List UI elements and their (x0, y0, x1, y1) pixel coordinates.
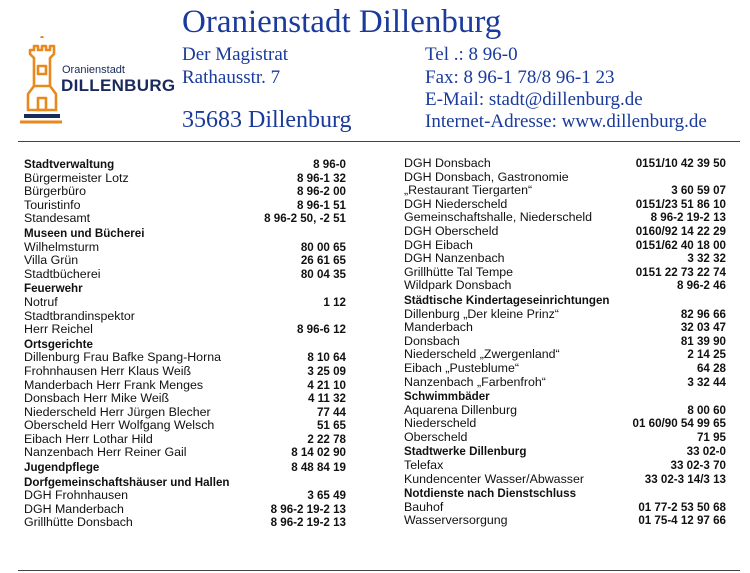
entry-label: Herr Reichel (24, 322, 93, 337)
section-heading (404, 487, 726, 501)
tel-text: Tel .: 8 96-0 (425, 44, 518, 65)
entry-label: Donsbach Herr Mike Weiß (24, 391, 170, 406)
entry-label: Touristinfo (24, 197, 81, 212)
entry-label: DGH Frohnhausen (24, 488, 128, 503)
directory-entry (404, 211, 726, 225)
entry-label: Gemeinschaftshalle, Niederscheld (404, 210, 593, 225)
logo-line2: DILLENBURG (61, 76, 176, 95)
entry-label: Villa Grün (24, 253, 79, 268)
directory-entry (404, 514, 726, 528)
directory-entry (24, 296, 346, 310)
street-text: Rathausstr. 7 (182, 67, 281, 88)
entry-phone: 3 60 59 07 (671, 184, 726, 198)
section-heading (24, 227, 346, 241)
entry-label: Eibach „Pusteblume“ (404, 360, 520, 375)
entry-label: Niederscheld (404, 416, 477, 431)
directory-entry (24, 323, 346, 337)
entry-label: „Restaurant Tiergarten“ (404, 183, 533, 198)
directory-entry (404, 348, 726, 362)
entry-phone: 8 10 64 (307, 351, 346, 365)
directory-entry (404, 198, 726, 212)
entry-label: Bürgermeister Lotz (24, 170, 129, 185)
directory-entry (24, 406, 346, 420)
entry-phone: 26 61 65 (300, 254, 346, 268)
directory-entry (24, 254, 346, 268)
entry-phone: 2 22 78 (307, 432, 346, 446)
directory-entry (404, 184, 726, 198)
section-heading (404, 390, 726, 404)
entry-label: DGH Manderbach (24, 501, 124, 516)
entry-label: Museen und Bücherei (24, 226, 145, 240)
directory-entry (404, 225, 726, 239)
entry-phone: 2 14 25 (687, 348, 726, 362)
entry-phone: 0160/92 14 22 29 (635, 224, 726, 238)
entry-phone: 3 65 49 (307, 489, 346, 503)
directory-entry (404, 239, 726, 253)
entry-label: Stadtverwaltung (24, 158, 115, 171)
entry-phone: 8 14 02 90 (291, 446, 346, 460)
entry-label: Nanzenbach „Farbenfroh“ (404, 374, 546, 389)
entry-phone: 64 28 (696, 361, 726, 375)
entry-label: Bauhof (404, 499, 444, 514)
email-link[interactable]: E-Mail: stadt@dillenburg.de (425, 89, 643, 110)
entry-phone: 3 25 09 (307, 364, 346, 378)
entry-phone: 80 00 65 (300, 240, 346, 254)
directory-entry (24, 365, 346, 379)
directory-entry (24, 503, 346, 517)
entry-phone: 33 02-0 (686, 445, 726, 459)
entry-label: DGH Donsbach (404, 156, 491, 170)
section-heading (404, 294, 726, 308)
entry-label: Telefax (404, 458, 444, 473)
entry-label: Oberscheld Herr Wolfgang Welsch (24, 418, 215, 433)
entry-phone: 01 77-2 53 50 68 (638, 500, 726, 514)
directory-entry (24, 433, 346, 447)
entry-phone: 8 96-2 00 (297, 185, 346, 199)
entry-label: Notdienste nach Dienstschluss (404, 487, 577, 501)
entry-label: Stadtwerke Dillenburg (404, 445, 527, 459)
entry-phone: 3 32 44 (687, 375, 726, 389)
entry-label: DGH Nanzenbach (404, 251, 505, 266)
entry-label: DGH Donsbach, Gastronomie (404, 169, 569, 184)
directory-entry (24, 310, 346, 324)
entry-label: Manderbach Herr Frank Menges (24, 377, 204, 392)
directory-entry (24, 516, 346, 530)
directory-entry (404, 321, 726, 335)
directory-entry (404, 266, 726, 280)
entry-phone: 8 48 84 19 (291, 461, 346, 475)
directory-entry (404, 308, 726, 322)
entry-phone: 3 32 32 (687, 252, 726, 266)
entry-phone: 4 21 10 (307, 378, 346, 392)
directory-entry (404, 362, 726, 376)
directory-entry (404, 404, 726, 418)
internet-link[interactable]: Internet-Adresse: www.dillenburg.de (425, 111, 707, 132)
directory-entry (404, 335, 726, 349)
directory-entry (24, 212, 346, 226)
entry-label: Donsbach (404, 333, 460, 348)
entry-phone: 8 96-1 32 (297, 171, 346, 185)
entry-phone: 0151/62 40 18 00 (635, 238, 726, 252)
directory-entry (404, 459, 726, 473)
entry-phone: 8 96-2 50, -2 51 (264, 212, 346, 226)
directory-entry (24, 351, 346, 365)
entry-label: DGH Niederscheld (404, 196, 508, 211)
entry-phone: 8 96-0 (313, 158, 346, 171)
fax-text: Fax: 8 96-1 78/8 96-1 23 (425, 67, 615, 88)
logo-line1: Oranienstadt (62, 64, 125, 76)
section-heading (24, 338, 346, 352)
entry-phone: 01 60/90 54 99 65 (632, 417, 726, 431)
directory-entry (24, 241, 346, 255)
entry-phone: 8 96-2 19-2 13 (270, 516, 346, 530)
section-heading (24, 461, 346, 475)
entry-phone: 71 95 (696, 430, 726, 444)
entry-label: Stadtbrandinspektor (24, 308, 135, 323)
entry-label: Frohnhausen Herr Klaus Weiß (24, 363, 192, 378)
entry-phone: 8 96-1 51 (297, 198, 346, 212)
entry-phone: 8 00 60 (687, 403, 726, 417)
entry-label: Niederscheld „Zwergenland“ (404, 347, 560, 362)
directory-entry (404, 279, 726, 293)
top-divider (18, 141, 740, 142)
directory-entry (404, 473, 726, 487)
entry-label: Feuerwehr (24, 282, 83, 296)
entry-phone: 8 96-2 46 (677, 279, 726, 293)
entry-phone: 77 44 (316, 405, 346, 419)
directory-entry (24, 172, 346, 186)
directory-entry (24, 379, 346, 393)
entry-label: Standesamt (24, 211, 91, 226)
entry-phone: 80 04 35 (300, 267, 346, 281)
entry-phone: 82 96 66 (680, 307, 726, 321)
section-heading (24, 282, 346, 296)
entry-phone: 4 11 32 (307, 392, 346, 406)
directory-entry (24, 268, 346, 282)
entry-phone: 8 96-2 19-2 13 (650, 211, 726, 225)
entry-label: Jugendpflege (24, 461, 100, 475)
section-heading (24, 158, 346, 172)
entry-label: Aquarena Dillenburg (404, 402, 517, 417)
entry-label: Manderbach (404, 320, 473, 335)
directory-entry (24, 185, 346, 199)
directory-entry (404, 157, 726, 171)
entry-label: Kundencenter Wasser/Abwasser (404, 471, 584, 486)
entry-label: Notruf (24, 294, 58, 309)
bottom-divider (18, 570, 740, 571)
entry-label: Bürgerbüro (24, 184, 86, 199)
entry-label: Niederscheld Herr Jürgen Blecher (24, 404, 211, 419)
entry-label: Dillenburg Frau Bafke Spang-Horna (24, 350, 221, 365)
entry-label: Grillhütte Tal Tempe (404, 264, 514, 279)
entry-label: DGH Oberscheld (404, 223, 499, 238)
entry-phone: 0151/10 42 39 50 (635, 157, 726, 170)
directory-entry (24, 446, 346, 460)
entry-label: Wildpark Donsbach (404, 278, 512, 293)
directory-entry (404, 431, 726, 445)
entry-label: Städtische Kindertageseinrichtungen (404, 293, 610, 307)
entry-label: Grillhütte Donsbach (24, 515, 133, 530)
entry-label: Eibach Herr Lothar Hild (24, 431, 153, 446)
entry-phone: 1 12 (323, 295, 346, 309)
left-directory-column (24, 157, 346, 530)
entry-label: Schwimmbäder (404, 390, 490, 404)
directory-entry (404, 501, 726, 515)
right-directory-column (404, 157, 726, 528)
directory-entry (24, 199, 346, 213)
entry-phone: 32 03 47 (680, 321, 726, 335)
entry-phone: 33 02-3 14/3 13 (644, 472, 726, 486)
entry-phone: 81 39 90 (680, 334, 726, 348)
entry-label: Oberscheld (404, 429, 468, 444)
entry-phone: 0151 22 73 22 74 (635, 265, 726, 279)
entry-label: Dillenburg „Der kleine Prinz“ (404, 306, 559, 321)
entry-label: Stadtbücherei (24, 266, 101, 281)
entry-label: Ortsgerichte (24, 337, 93, 351)
entry-label: Dorfgemeinschaftshäuser und Hallen (24, 475, 230, 489)
entry-label: Nanzenbach Herr Reiner Gail (24, 445, 187, 460)
directory-entry (404, 376, 726, 390)
directory-entry (404, 252, 726, 266)
directory-entry (24, 419, 346, 433)
directory-entry (404, 171, 726, 185)
directory-entry (24, 392, 346, 406)
entry-phone: 8 96-6 12 (297, 323, 346, 337)
entry-phone: 01 75-4 12 97 66 (638, 514, 726, 528)
entry-phone: 33 02-3 70 (670, 459, 726, 473)
directory-entry (24, 489, 346, 503)
page-title: Oranienstadt Dillenburg (182, 4, 502, 40)
section-heading (404, 445, 726, 459)
entry-phone: 0151/23 51 86 10 (635, 197, 726, 211)
entry-phone: 51 65 (316, 419, 346, 433)
entry-phone: 8 96-2 19-2 13 (270, 502, 346, 516)
directory-entry (404, 417, 726, 431)
section-heading (24, 476, 346, 490)
magistrat-text: Der Magistrat (182, 44, 289, 65)
city-text: 35683 Dillenburg (182, 107, 352, 133)
entry-label: Wasserversorgung (404, 513, 508, 528)
entry-label: DGH Eibach (404, 237, 473, 252)
entry-label: Wilhelmsturm (24, 239, 100, 254)
